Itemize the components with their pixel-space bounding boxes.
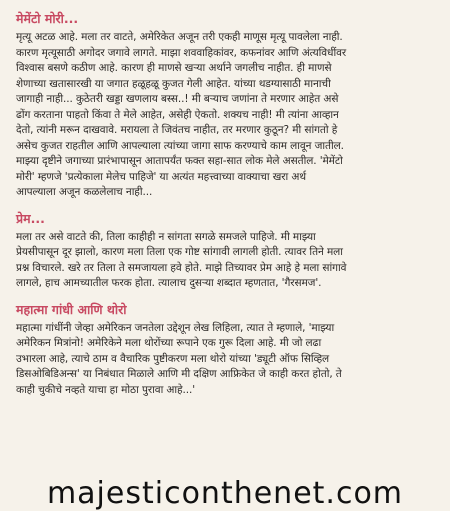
paragraph-line: मोरी' म्हणजे 'प्रत्येकाला मेलेच पाहिजे' या अत्यंत महत्त्वाच्या वाक्याचा खरा अर्थ [16,170,306,183]
section-memento-mori [16,10,434,201]
paragraph-line: ढोंग करताना पाहतो किंवा ते मेले आहेत, असेही ऐकतो. शक्यच नाही! मी त्यांना आव्हान [16,108,339,121]
section-heading: मेमेंटो मोरी... [16,11,79,26]
paragraph-line: आपल्याला अजून कळलेलाच नाही... [16,186,153,198]
paragraph-line: लागले, हाच आमच्यातील फरक होता. त्यालाच दुसऱ्या शब्दात म्हणतात, 'गैरसमज'. [16,277,322,289]
paragraph-line: असेच कुजत राहतील आणि आपल्याला त्यांच्या जागा साफ करण्याचे काम लावून जातील. [16,139,344,152]
paragraph-line: देतो, त्यांनी मरून दाखवावे. मरायला ते जिवंतच नाहीत, तर मरणार कुठून? मी सांगतो हे [16,124,338,136]
paragraph-line: मृत्यू अटळ आहे. मला तर वाटते, अमेरिकेत अजून तरी एकही माणूस मृत्यू पावलेला नाही. [16,31,343,43]
section-heading: प्रेम... [16,210,45,226]
section-gandhi-thoreau [16,301,434,399]
section-prem [16,210,434,292]
paragraph-line: अमेरिकन मित्रांनो! अमेरिकेने मला थोरोंच्या रूपाने एक गुरू दिला आहे. मी जो लढा [16,337,322,349]
paragraph-line: प्रेयसीपासून दूर झालो, कारण मला तिला एक गोष्ट सांगावी लागली होती. त्यावर तिने मला [16,246,343,258]
paragraph-line: उभारला आहे, त्याचे ठाम व वैचारिक पुष्टीकरण मला थोरो यांच्या 'ड्यूटी ऑफ सिव्हिल [16,352,330,365]
paragraph-line: मला तर असे वाटते की, तिला काहीही न सांगता सगळे समजले पाहिजे. मी माझ्या [16,230,316,243]
section-heading: महात्मा गांधी आणि थोरो [16,301,127,317]
section-spacer [16,292,434,301]
paragraph-line: माझ्या दृष्टीने जगाच्या प्रारंभापासून आतापर्यंत फक्त सहा-सात लोक मेले असतील. 'मेमेंटो [16,155,343,167]
paragraph-line: शेणाच्या खतासारखी या जगात हळूहळू कुजत गेली आहेत. यांच्या थडग्यासाठी मानाची [16,77,331,90]
paragraph-line: महात्मा गांधींनी जेव्हा अमेरिकन जनतेला उद्देशून लेख लिहिला, त्यात ते म्हणाले, 'माझ्या [16,321,335,334]
paragraph-line: डिसओबिडिअन्स' या निबंधात मिळाले आणि मी दक्षिण आफ्रिकेत जे काही करत होतो, ते [16,368,342,380]
watermark-text: majesticonthenet.com [46,476,404,511]
paragraph-line: प्रश्न विचारले. खरे तर तिला ते समजायला हवे होते. माझे तिच्यावर प्रेम आहे हे मला सांगावे [16,261,347,274]
paragraph-line: काही चुकीचे नव्हते याचा हा मोठा पुरावा आहे...' [16,383,196,396]
paragraph-line: विश्वास बसणे कठीण आहे. कारण ही माणसे खऱ्या अर्थाने जगलीच नाहीत. ही माणसे [16,62,332,74]
paragraph-line: कारण मृत्यूसाठी अगोदर जगावे लागते. माझा शववाहिकांवर, कफनांवर आणि अंत्यविधींवर [16,46,347,59]
section-spacer [16,201,434,210]
paragraph-line: जागाही नाही... कुठेतरी खड्डा खणलाय बस्स..! मी बऱ्याच जणांना ते मरणार आहेत असे [16,93,339,105]
